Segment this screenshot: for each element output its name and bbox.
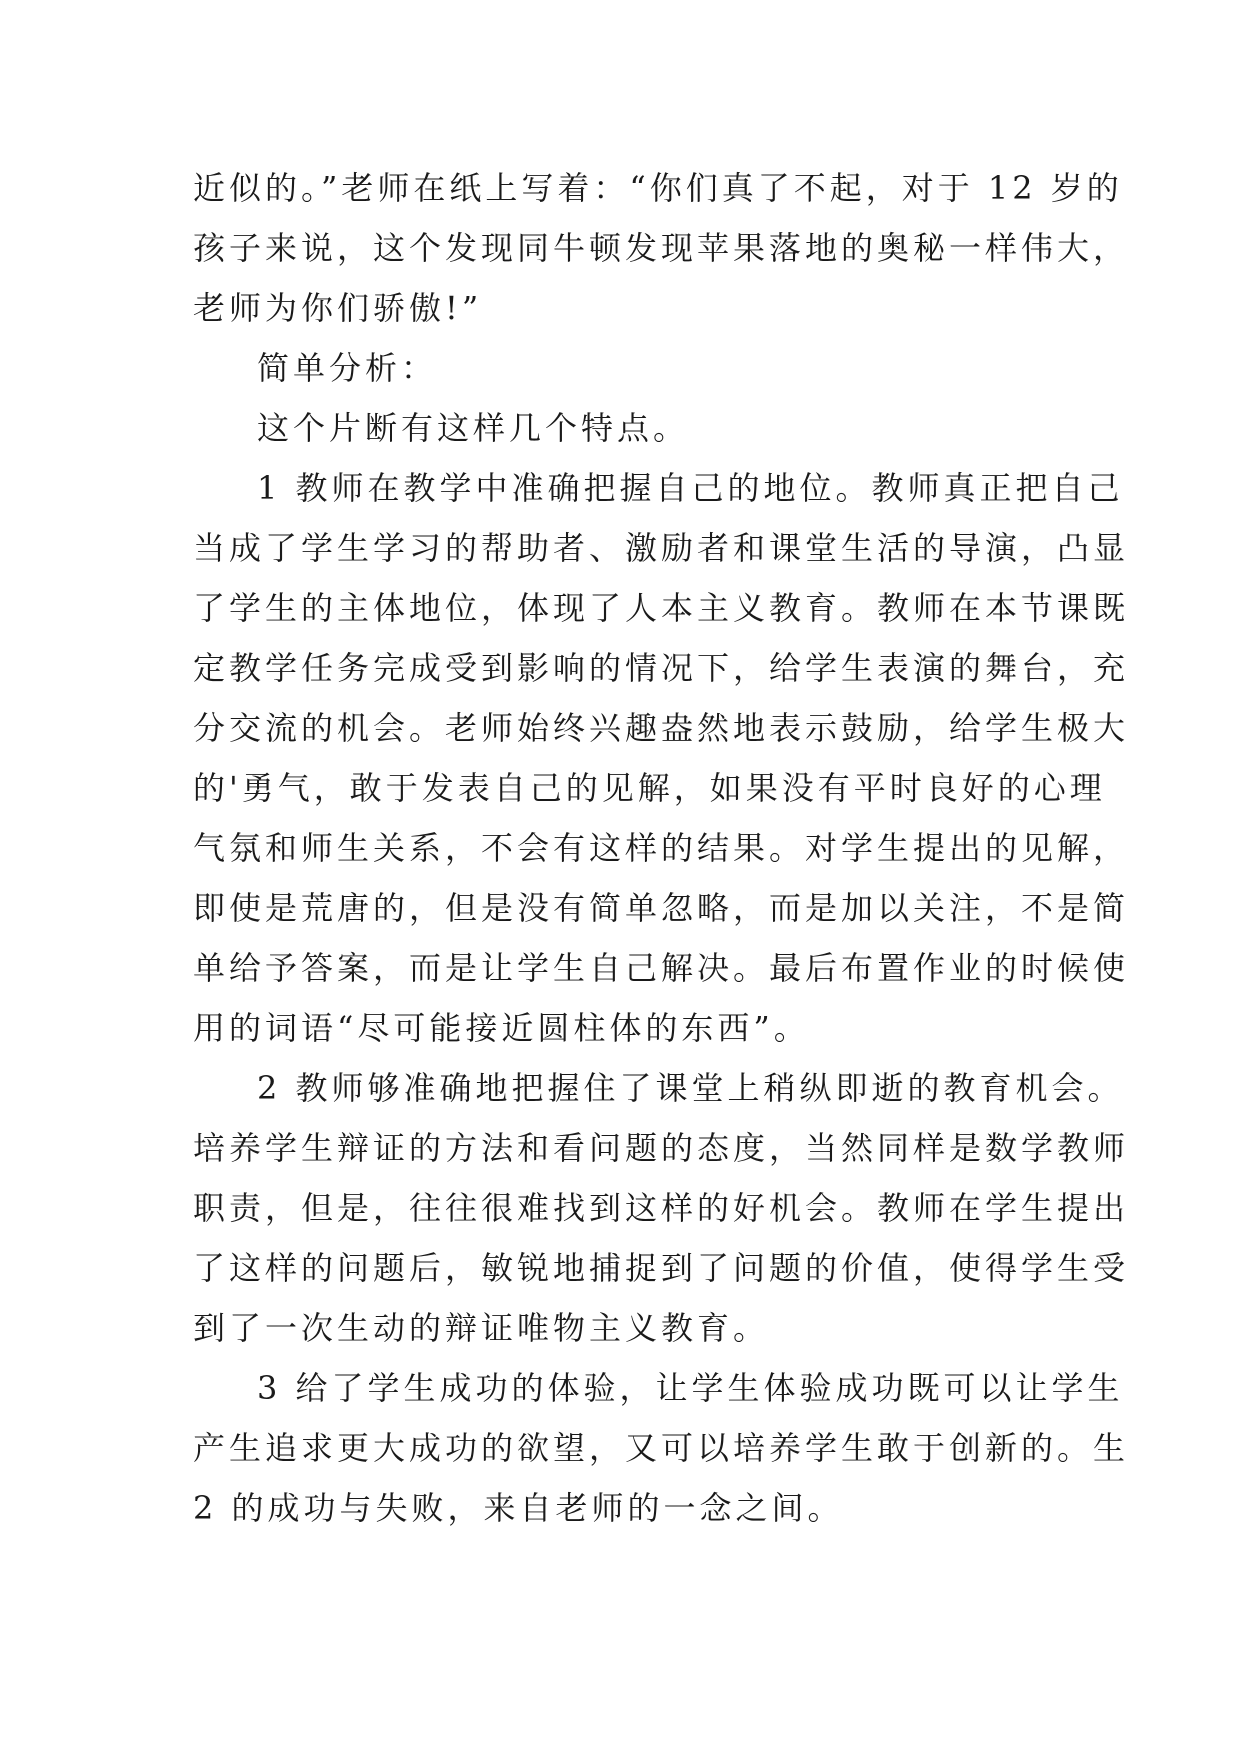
point-1-line-3: 了学生的主体地位，体现了人本主义教育。教师在本节课既 (193, 589, 1130, 627)
point-1-line-10: 用的词语“尽可能接近圆柱体的东西”。 (193, 1009, 810, 1047)
point-2-line-5: 到了一次生动的辩证唯物主义教育。 (193, 1309, 770, 1347)
point-1-line-2: 当成了学生学习的帮助者、激励者和课堂生活的导演，凸显 (193, 529, 1130, 567)
analysis-heading: 简单分析： (257, 349, 438, 387)
point-2-line-1: 2 教师够准确地把握住了课堂上稍纵即逝的教育机会。 (257, 1069, 1124, 1107)
point-1-line-9: 单给予答案，而是让学生自己解决。最后布置作业的时候使 (193, 949, 1130, 987)
text-line-1: 近似的。”老师在纸上写着：“你们真了不起，对于 12 岁的 (193, 169, 1123, 207)
point-2-line-4: 了这样的问题后，敏锐地捕捉到了问题的价值，使得学生受 (193, 1249, 1130, 1287)
point-1-line-4: 定教学任务完成受到影响的情况下，给学生表演的舞台，充 (193, 649, 1130, 687)
point-2-line-2: 培养学生辩证的方法和看问题的态度，当然同样是数学教师 (193, 1129, 1130, 1167)
point-3-line-1: 3 给了学生成功的体验，让学生体验成功既可以让学生 (257, 1369, 1124, 1407)
text-line-5: 这个片断有这样几个特点。 (257, 409, 690, 447)
text-line-2: 孩子来说，这个发现同牛顿发现苹果落地的奥秘一样伟大， (193, 229, 1130, 267)
point-2-line-3: 职责，但是，往往很难找到这样的好机会。教师在学生提出 (193, 1189, 1130, 1227)
point-1-line-8: 即使是荒唐的，但是没有简单忽略，而是加以关注，不是简 (193, 889, 1130, 927)
point-1-line-1: 1 教师在教学中准确把握自己的地位。教师真正把自己 (257, 469, 1124, 507)
point-1-line-5: 分交流的机会。老师始终兴趣盎然地表示鼓励，给学生极大 (193, 709, 1130, 747)
text-line-3: 老师为你们骄傲!” (193, 289, 483, 327)
point-1-line-6: 的'勇气，敢于发表自己的见解，如果没有平时良好的心理 (193, 769, 1106, 807)
point-3-line-3: 2 的成功与失败，来自老师的一念之间。 (193, 1489, 844, 1527)
point-1-line-7: 气氛和师生关系，不会有这样的结果。对学生提出的见解， (193, 829, 1130, 867)
point-3-line-2: 产生追求更大成功的欲望，又可以培养学生敢于创新的。生 (193, 1429, 1130, 1467)
